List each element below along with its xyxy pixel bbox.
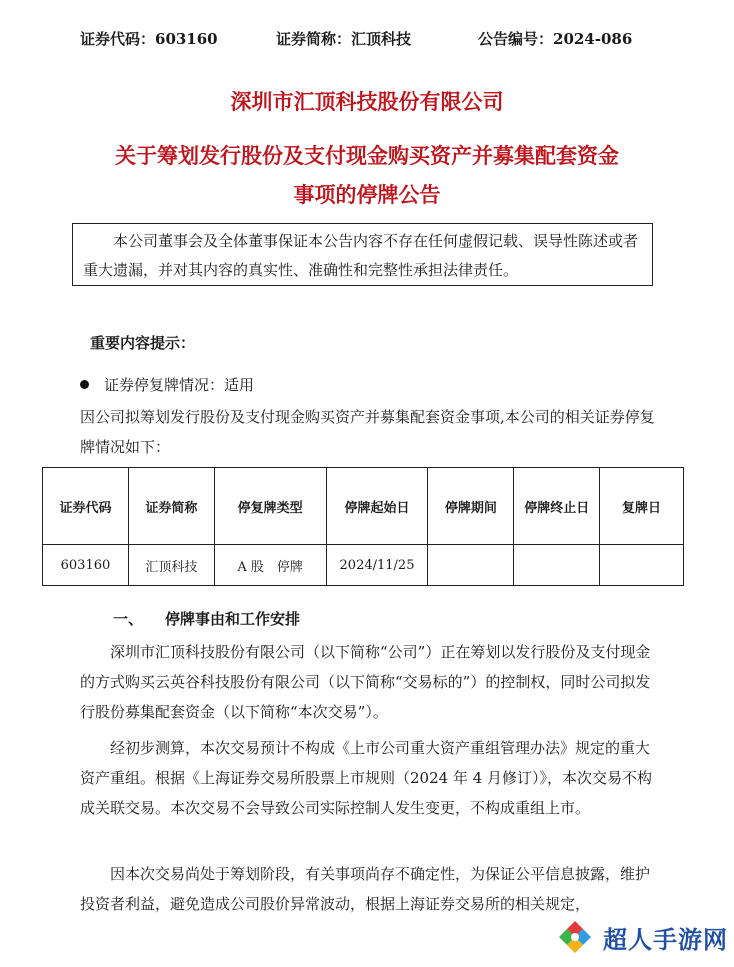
header-cell: 复牌日 (600, 468, 684, 545)
game-controller-icon (553, 915, 597, 959)
table-cell (600, 545, 684, 586)
section-title: 停牌事由和工作安排 (165, 610, 301, 628)
table-row (43, 545, 684, 586)
table-cell: 603160 (43, 545, 129, 586)
header-cell: 停复牌类型 (214, 468, 326, 545)
header-cell: 停牌起始日 (326, 468, 428, 545)
trading-halt-table (42, 467, 684, 586)
site-watermark (553, 915, 728, 959)
notice-title-line1: 关于筹划发行股份及支付现金购买资产并募集配套资金 (115, 143, 619, 168)
bullet-text: 证券停复牌情况：适用 (104, 376, 255, 394)
document-header (80, 28, 674, 50)
important-label: 重要内容提示： (90, 334, 196, 352)
paragraph: 经初步测算，本次交易预计不构成《上市公司重大资产重组管理办法》规定的重大资产重组。根据《上海证券交易所股票上市规则（2024 年 4 月修订）》，本次交易不构成关联交易。本次交易不会导致公司实际控制人发生变更，不构成重组上市。 (80, 739, 653, 817)
intro-paragraph: 因公司拟筹划发行股份及支付现金购买资产并募集配套资金事项,本公司的相关证券停复牌情况如下： (80, 408, 655, 456)
table-cell: 汇顶科技 (128, 545, 214, 586)
paragraph: 深圳市汇顶科技股份有限公司（以下简称“公司”）正在筹划以发行股份及支付现金的方式购买云英谷科技股份有限公司（以下简称“交易标的”）的控制权，同时公司拟发行股份募集配套资金（以下简称“本次交易”）。 (80, 643, 651, 721)
disclaimer-text: 本公司董事会及全体董事保证本公告内容不存在任何虚假记载、误导性陈述或者重大遗漏，并对其内容的真实性、准确性和完整性承担法律责任。 (83, 232, 639, 279)
header-cell: 证券简称 (128, 468, 214, 545)
notice-title-line2: 事项的停牌公告 (293, 182, 441, 207)
header-cell: 停牌期间 (428, 468, 514, 545)
watermark-site-name: 超人手游网 (603, 925, 728, 954)
bullet-dot-icon (80, 380, 89, 389)
section-number: 一、 (113, 610, 144, 628)
company-title: 深圳市汇顶科技股份有限公司 (230, 89, 504, 114)
table-header-row (43, 468, 684, 545)
table-cell: 2024/11/25 (326, 545, 428, 586)
table-cell: A 股 停牌 (214, 545, 326, 586)
table-cell (428, 545, 514, 586)
paragraph: 因本次交易尚处于筹划阶段，有关事项尚存不确定性，为保证公平信息披露，维护投资者利益，避免造成公司股价异常波动，根据上海证券交易所的相关规定， (80, 865, 651, 913)
notice-number: 公告编号：2024-086 (478, 30, 633, 48)
header-cell: 停牌终止日 (514, 468, 600, 545)
section-heading (113, 608, 300, 629)
table-cell (514, 545, 600, 586)
bullet-item (80, 374, 254, 395)
stock-code: 证券代码：603160 (80, 30, 218, 48)
header-cell: 证券代码 (43, 468, 129, 545)
disclaimer-box (72, 223, 653, 286)
stock-short-name: 证券简称：汇顶科技 (276, 30, 412, 48)
